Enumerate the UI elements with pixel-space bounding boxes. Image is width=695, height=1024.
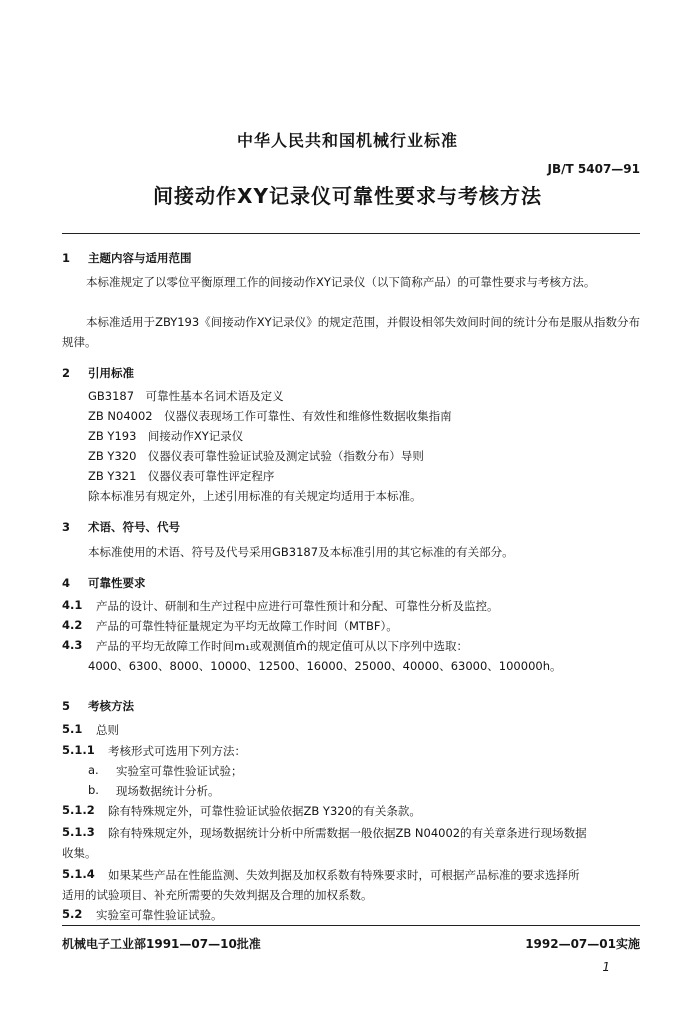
section-1-heading bbox=[62, 250, 192, 266]
section-3-paragraph: 本标准使用的术语、符号及代号采用GB3187及本标准引用的其它标准的有关部分。 bbox=[88, 545, 514, 559]
clause-text: 产品的可靠性特征量规定为平均无故障工作时间（MTBF）。 bbox=[96, 619, 398, 633]
clause-text: 产品的平均无故障工作时间m₁或观测值m̂的规定值可从以下序列中选取： bbox=[96, 639, 469, 653]
document-title: 间接动作XY记录仪可靠性要求与考核方法 bbox=[153, 184, 542, 208]
footer-divider bbox=[62, 925, 640, 926]
standard-number: JB/T 5407—91 bbox=[547, 162, 640, 176]
section-number: 4 bbox=[62, 576, 71, 590]
approval-date: 机械电子工业部1991—07—10批准 bbox=[62, 937, 261, 951]
section-title: 主题内容与适用范围 bbox=[88, 251, 192, 265]
clause-number: 4.2 bbox=[62, 618, 83, 632]
issuing-body-title: 中华人民共和国机械行业标准 bbox=[236, 131, 458, 150]
clause-number: 5.1.1 bbox=[62, 743, 95, 757]
section-title: 可靠性要求 bbox=[88, 576, 146, 590]
reference-item: GB3187 可靠性基本名词术语及定义 bbox=[88, 389, 284, 403]
option-label: b. bbox=[88, 783, 99, 797]
clause-text-continued: 适用的试验项目、补充所需要的失效判据及合理的加权系数。 bbox=[62, 888, 373, 902]
section-number: 5 bbox=[62, 699, 71, 713]
clause-number: 5.2 bbox=[62, 907, 83, 921]
clause-text: 除有特殊规定外，可靠性验证试验依据ZB Y320的有关条款。 bbox=[108, 804, 421, 818]
page-number: 1 bbox=[602, 960, 610, 974]
section-title: 术语、符号、代号 bbox=[88, 520, 180, 534]
implementation-date: 1992—07—01实施 bbox=[525, 937, 640, 951]
section-1-paragraph-2: 本标准适用于ZBY193《间接动作XY记录仪》的规定范围，并假设相邻失效间时间的统计分布是服从指数分布规律。 bbox=[62, 315, 640, 349]
clause-number: 5.1.4 bbox=[62, 867, 95, 881]
option-text: 现场数据统计分析。 bbox=[116, 784, 220, 798]
option-text: 实验室可靠性验证试验； bbox=[116, 764, 243, 778]
section-number: 2 bbox=[62, 366, 71, 380]
reference-item: ZB Y321 仪器仪表可靠性评定程序 bbox=[88, 469, 275, 483]
section-1-paragraph-1: 本标准规定了以零位平衡原理工作的间接动作XY记录仪（以下简称产品）的可靠性要求与考核方法。 bbox=[86, 275, 596, 289]
reference-item: ZB N04002 仪器仪表现场工作可靠性、有效性和维修性数据收集指南 bbox=[88, 409, 452, 423]
clause-text-continued: 收集。 bbox=[62, 846, 97, 860]
reference-closing: 除本标准另有规定外，上述引用标准的有关规定均适用于本标准。 bbox=[88, 489, 422, 503]
clause-number: 5.1 bbox=[62, 722, 83, 736]
reference-item: ZB Y320 仪器仪表可靠性验证试验及测定试验（指数分布）导则 bbox=[88, 449, 424, 463]
clause-text: 如果某些产品在性能监测、失效判据及加权系数有特殊要求时，可根据产品标准的要求选择所 bbox=[108, 868, 580, 882]
section-number: 1 bbox=[62, 251, 71, 265]
clause-text: 产品的设计、研制和生产过程中应进行可靠性预计和分配、可靠性分析及监控。 bbox=[96, 599, 499, 613]
section-4-heading bbox=[62, 575, 146, 591]
section-3-heading bbox=[62, 519, 180, 535]
mtbf-value-series: 4000、6300、8000、10000、12500、16000、25000、40000、63000、100000h。 bbox=[88, 659, 562, 673]
clause-text: 考核形式可选用下列方法： bbox=[108, 744, 246, 758]
reference-item: ZB Y193 间接动作XY记录仪 bbox=[88, 429, 244, 443]
clause-number: 5.1.3 bbox=[62, 825, 95, 839]
clause-number: 4.3 bbox=[62, 638, 83, 652]
header-divider bbox=[62, 233, 640, 234]
section-title: 考核方法 bbox=[88, 699, 134, 713]
clause-text: 除有特殊规定外，现场数据统计分析中所需数据一般依据ZB N04002的有关章条进行现场数据 bbox=[108, 826, 587, 840]
clause-text: 总则 bbox=[96, 723, 119, 737]
section-title: 引用标准 bbox=[88, 366, 134, 380]
section-2-heading bbox=[62, 365, 134, 381]
option-label: a. bbox=[88, 763, 99, 777]
clause-number: 5.1.2 bbox=[62, 803, 95, 817]
section-number: 3 bbox=[62, 520, 71, 534]
clause-number: 4.1 bbox=[62, 598, 83, 612]
section-5-heading bbox=[62, 698, 134, 714]
clause-text: 实验室可靠性验证试验。 bbox=[96, 908, 223, 922]
